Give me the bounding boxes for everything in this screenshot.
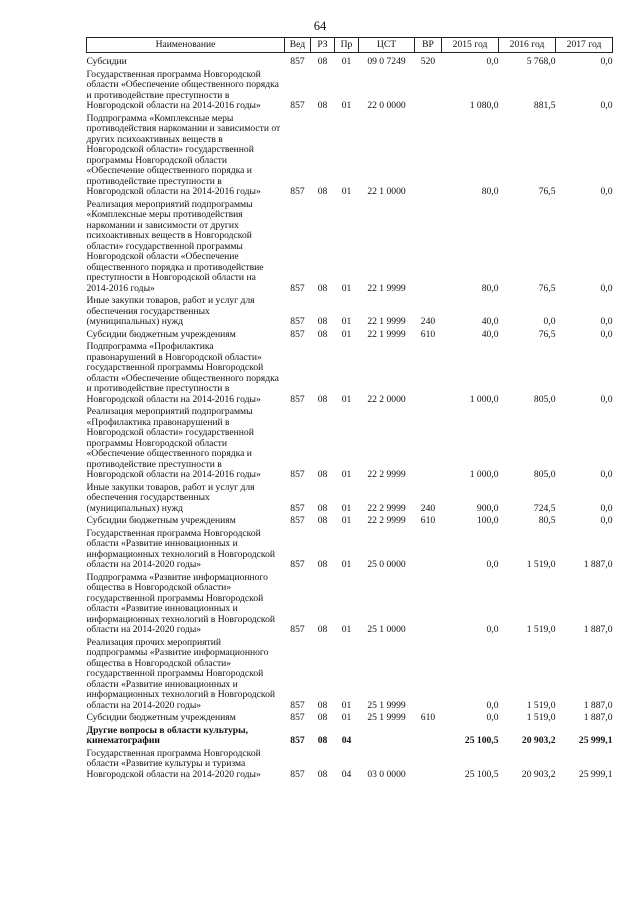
row-vr: 240 xyxy=(420,502,436,514)
row-2017: 0,0 xyxy=(600,502,613,514)
row-ved: 857 xyxy=(290,624,305,635)
row-2016: 20 903,2 xyxy=(521,768,556,780)
row-cst: 25 1 9999 xyxy=(367,712,406,723)
table-row xyxy=(87,53,613,68)
row-ved: 857 xyxy=(290,328,305,340)
row-rz: 08 xyxy=(317,559,328,570)
row-rz: 08 xyxy=(317,282,328,294)
row-rz: 08 xyxy=(317,699,328,711)
row-rz: 08 xyxy=(317,768,328,780)
header-2015: 2015 год xyxy=(442,38,499,53)
row-cst: 25 0 0000 xyxy=(367,559,406,570)
row-2017: 1 887,0 xyxy=(583,712,613,723)
row-pr: 01 xyxy=(341,282,352,294)
row-cst: 25 1 0000 xyxy=(367,624,406,635)
row-2016: 1 519,0 xyxy=(526,624,556,635)
table-row xyxy=(87,747,613,781)
row-vr xyxy=(415,636,442,712)
row-2017: 25 999,1 xyxy=(578,768,613,780)
row-pr: 01 xyxy=(341,100,352,111)
table-row xyxy=(87,636,613,712)
row-2017: 0,0 xyxy=(600,56,613,67)
row-ved: 857 xyxy=(290,515,305,526)
row-2016: 0,0 xyxy=(543,316,556,327)
table-row xyxy=(87,405,613,481)
row-cst: 22 1 9999 xyxy=(367,282,406,294)
row-vr: 610 xyxy=(420,328,436,340)
row-2017: 0,0 xyxy=(600,282,613,294)
row-pr: 01 xyxy=(341,624,352,635)
table-row xyxy=(87,340,613,405)
row-2015: 1 000,0 xyxy=(469,469,499,480)
row-2015: 80,0 xyxy=(481,186,499,197)
row-pr: 01 xyxy=(341,316,352,327)
row-ved: 857 xyxy=(290,502,305,514)
row-name: Другие вопросы в области культуры, кинематографии xyxy=(86,724,249,746)
row-pr: 01 xyxy=(341,502,352,514)
row-rz: 08 xyxy=(317,469,328,480)
row-pr: 01 xyxy=(341,712,352,723)
table-row xyxy=(87,571,613,636)
row-rz: 08 xyxy=(317,56,328,67)
row-rz: 08 xyxy=(317,515,328,526)
row-name: Подпрограмма «Развитие информационного общества в Новгородской области» государственной программы Новгородской области «Развитие инновационных и информационных технологий в Новгородской области на 2014-2020 годы» xyxy=(86,571,276,635)
row-rz: 08 xyxy=(317,735,328,746)
row-2017: 0,0 xyxy=(600,328,613,340)
row-ved: 857 xyxy=(290,559,305,570)
row-cst: 03 0 0000 xyxy=(367,768,406,780)
row-name: Реализация мероприятий подпрограммы «Комплексные меры противодействия наркомании и зависимости от других психоактивных веществ в Новгородской области» государственной программы Новгородской области «Обеспечение общественного порядка и противодействие преступности в Новгородской области на 2014-2016 годы» xyxy=(86,198,264,294)
table-row xyxy=(87,527,613,571)
row-ved: 857 xyxy=(290,699,305,711)
row-2015: 900,0 xyxy=(476,502,499,514)
row-ved: 857 xyxy=(290,735,305,746)
row-pr: 04 xyxy=(341,735,352,746)
row-rz: 08 xyxy=(317,100,328,111)
table-row xyxy=(87,328,613,341)
page-number: 64 xyxy=(313,19,327,33)
row-name: Реализация мероприятий подпрограммы «Профилактика правонарушений в Новгородской области» государственной программы Новгородской области «Обеспечение общественного порядка и противодействие преступности в Новгородской области на 2014-2016 годы» xyxy=(86,406,261,480)
row-pr: 04 xyxy=(341,768,352,780)
row-rz: 08 xyxy=(317,328,328,340)
row-vr xyxy=(415,724,442,747)
row-cst: 22 0 0000 xyxy=(367,100,406,111)
row-pr: 01 xyxy=(341,469,352,480)
row-vr xyxy=(415,405,442,481)
row-name: Субсидии бюджетным учреждениям xyxy=(86,328,236,340)
row-cst: 22 2 9999 xyxy=(367,502,406,514)
row-2015: 25 100,5 xyxy=(464,768,499,780)
row-2016: 76,5 xyxy=(538,282,556,294)
row-2016: 724,5 xyxy=(533,502,556,514)
header-name: Наименование xyxy=(87,38,285,53)
row-vr: 610 xyxy=(420,515,436,526)
row-vr: 610 xyxy=(420,712,436,723)
row-ved: 857 xyxy=(290,316,305,327)
row-vr xyxy=(415,747,442,781)
row-2015: 80,0 xyxy=(481,282,499,294)
row-pr: 01 xyxy=(341,699,352,711)
row-ved: 857 xyxy=(290,56,305,67)
row-2015: 40,0 xyxy=(481,328,499,340)
row-ved: 857 xyxy=(290,768,305,780)
row-pr: 01 xyxy=(341,515,352,526)
row-2016: 805,0 xyxy=(533,393,556,405)
row-pr: 01 xyxy=(341,56,352,67)
header-vr: ВР xyxy=(415,38,442,53)
table-row xyxy=(87,198,613,295)
row-cst: 22 2 9999 xyxy=(367,469,406,480)
row-name: Субсидии xyxy=(86,56,127,67)
header-ved: Вед xyxy=(285,38,311,53)
row-2017: 0,0 xyxy=(600,393,613,405)
header-cst: ЦСТ xyxy=(359,38,415,53)
row-pr: 01 xyxy=(341,186,352,197)
row-2017: 25 999,1 xyxy=(578,735,613,746)
row-cst: 22 2 9999 xyxy=(367,515,406,526)
table-row xyxy=(87,711,613,724)
row-2015: 100,0 xyxy=(476,515,499,526)
row-2016: 76,5 xyxy=(538,186,556,197)
row-2016: 1 519,0 xyxy=(526,712,556,723)
row-cst: 22 1 9999 xyxy=(367,316,406,327)
row-ved: 857 xyxy=(290,186,305,197)
row-cst: 09 0 7249 xyxy=(367,56,406,67)
table-row xyxy=(87,724,613,747)
table-row xyxy=(87,68,613,112)
row-vr xyxy=(415,340,442,405)
header-rz: РЗ xyxy=(311,38,335,53)
row-2017: 1 887,0 xyxy=(583,624,613,635)
header-pr: Пр xyxy=(335,38,359,53)
row-2017: 0,0 xyxy=(600,186,613,197)
row-pr: 01 xyxy=(341,559,352,570)
row-2016: 5 768,0 xyxy=(526,56,556,67)
table-row xyxy=(87,112,613,198)
row-ved: 857 xyxy=(290,393,305,405)
row-name: Субсидии бюджетным учреждениям xyxy=(86,712,236,723)
row-pr: 01 xyxy=(341,393,352,405)
row-name: Подпрограмма «Комплексные меры противодействия наркомании и зависимости от других психоактивных веществ в Новгородской области» государственной программы Новгородской области «Обеспечение общественного порядка и противодействие преступности в Новгородской области на 2014-2016 годы» xyxy=(86,112,281,197)
row-2015: 1 000,0 xyxy=(469,393,499,405)
table-row xyxy=(87,294,613,328)
row-name: Субсидии бюджетным учреждениям xyxy=(86,515,236,526)
row-name: Государственная программа Новгородской области «Развитие культуры и туризма Новгородской области на 2014-2020 годы» xyxy=(86,747,261,780)
row-name: Подпрограмма «Профилактика правонарушений в Новгородской области» государственной программы Новгородской области «Обеспечение общественного порядка и противодействие преступности в Новгородской области на 2014-2016 годы» xyxy=(86,341,279,405)
row-2017: 1 887,0 xyxy=(583,699,613,711)
row-rz: 08 xyxy=(317,186,328,197)
row-2016: 1 519,0 xyxy=(526,699,556,711)
row-2016: 1 519,0 xyxy=(526,559,556,570)
row-cst xyxy=(359,724,415,747)
row-vr: 520 xyxy=(420,56,436,67)
row-cst: 25 1 9999 xyxy=(367,699,406,711)
row-pr: 01 xyxy=(341,328,352,340)
row-name: Иные закупки товаров, работ и услуг для обеспечения государственных (муниципальных) нужд xyxy=(86,481,255,514)
row-2017: 0,0 xyxy=(600,469,613,480)
row-ved: 857 xyxy=(290,712,305,723)
row-2016: 76,5 xyxy=(538,328,556,340)
row-2015: 40,0 xyxy=(481,316,499,327)
row-rz: 08 xyxy=(317,393,328,405)
row-2015: 0,0 xyxy=(486,624,499,635)
row-2015: 1 080,0 xyxy=(469,100,499,111)
row-name: Иные закупки товаров, работ и услуг для обеспечения государственных (муниципальных) нужд xyxy=(86,295,255,327)
row-rz: 08 xyxy=(317,316,328,327)
table-header-row xyxy=(87,38,613,53)
row-2017: 0,0 xyxy=(600,100,613,111)
row-rz: 08 xyxy=(317,712,328,723)
row-2017: 1 887,0 xyxy=(583,559,613,570)
row-rz: 08 xyxy=(317,502,328,514)
row-ved: 857 xyxy=(290,469,305,480)
row-ved: 857 xyxy=(290,282,305,294)
row-2015: 0,0 xyxy=(486,559,499,570)
header-2016: 2016 год xyxy=(499,38,556,53)
row-name: Реализация прочих мероприятий подпрограммы «Развитие информационного общества в Новгородской области» государственной программы Новгородской области «Развитие инновационных и информационных технологий в Новгородской области на 2014-2020 годы» xyxy=(86,636,276,711)
row-cst: 22 1 0000 xyxy=(367,186,406,197)
row-2017: 0,0 xyxy=(600,515,613,526)
row-cst: 22 2 0000 xyxy=(367,393,406,405)
header-2017: 2017 год xyxy=(556,38,613,53)
row-vr xyxy=(415,527,442,571)
table-row xyxy=(87,481,613,515)
row-vr xyxy=(415,198,442,295)
row-vr: 240 xyxy=(420,316,436,327)
row-2015: 0,0 xyxy=(486,699,499,711)
row-2016: 80,5 xyxy=(538,515,556,526)
row-ved: 857 xyxy=(290,100,305,111)
row-vr xyxy=(415,571,442,636)
row-rz: 08 xyxy=(317,624,328,635)
row-2015: 0,0 xyxy=(486,712,499,723)
row-2015: 0,0 xyxy=(486,56,499,67)
row-2015: 25 100,5 xyxy=(464,735,499,746)
row-vr xyxy=(415,112,442,198)
row-cst: 22 1 9999 xyxy=(367,328,406,340)
budget-table xyxy=(86,37,613,780)
row-2016: 805,0 xyxy=(533,469,556,480)
row-2017: 0,0 xyxy=(600,316,613,327)
row-name: Государственная программа Новгородской области «Обеспечение общественного порядка и противодействие преступности в Новгородской области на 2014-2016 годы» xyxy=(86,68,279,111)
table-row xyxy=(87,514,613,527)
row-name: Государственная программа Новгородской области «Развитие инновационных и информационных технологий в Новгородской области на 2014-2020 годы» xyxy=(86,527,276,570)
row-2016: 20 903,2 xyxy=(521,735,556,746)
row-vr xyxy=(415,68,442,112)
row-2016: 881,5 xyxy=(533,100,556,111)
